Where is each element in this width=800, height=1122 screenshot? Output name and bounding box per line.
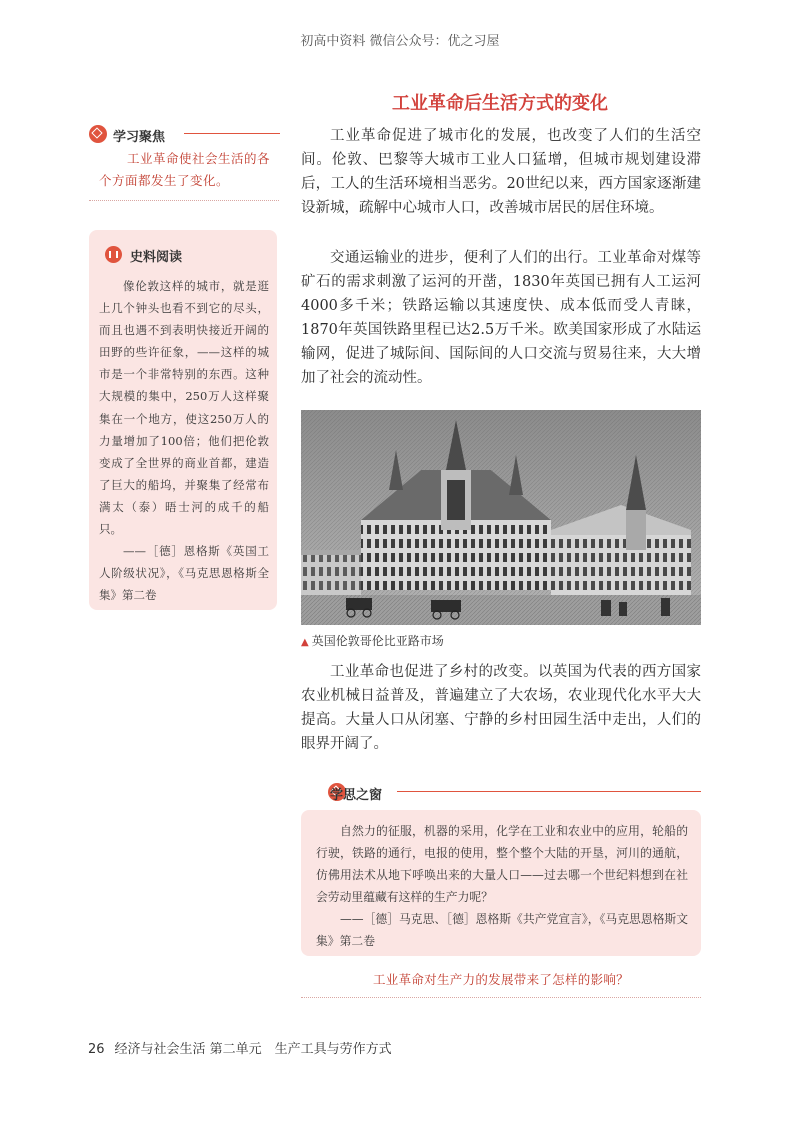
- paragraph-transport: 交通运输业的进步，便利了人们的出行。工业革命对煤等矿石的需求刺激了运河的开凿，1830年英国已拥有人工运河4000多千米；铁路运输以其速度快、成本低而受人青睐，1870年英国铁路里程已达2.5万千米。欧美国家形成了水陆运输网，促进了城际间、国际间的人口交流与贸易往来，大大增加了社会的流动性。: [301, 250, 701, 386]
- reading-source: ——［德］恩格斯《英国工人阶级状况》，《马克思恩格斯全集》第二卷: [99, 544, 269, 603]
- section-title: 工业革命后生活方式的变化: [392, 93, 608, 114]
- think-question: 工业革命对生产力的发展带来了怎样的影响？: [372, 972, 629, 987]
- book-icon: [105, 246, 122, 263]
- figure-caption: [301, 632, 444, 649]
- header-note: 初高中资料 微信公众号：优之习屋: [300, 34, 500, 49]
- reading-text: [99, 275, 269, 606]
- think-divider: [397, 791, 701, 792]
- focus-dotted-rule: [89, 200, 279, 201]
- market-engraving-image: [301, 410, 701, 625]
- caption-text: 英国伦敦哥伦比亚路市场: [311, 634, 444, 648]
- footer-text: 经济与社会生活 第二单元 生产工具与劳作方式: [114, 1042, 392, 1057]
- page-footer: [88, 1038, 392, 1057]
- paragraph-urbanization: 工业革命促进了城市化的发展，也改变了人们的生活空间。伦敦、巴黎等大城市工业人口猛增，但城市规划建设滞后，工人的生活环境相当恶劣。20世纪以来，西方国家逐渐建设新城，疏解中心城市人口，改善城市居民的居住环境。: [301, 128, 701, 216]
- focus-text: 工业革命使社会生活的各个方面都发生了变化。: [99, 151, 271, 188]
- reading-title: 史料阅读: [130, 250, 183, 265]
- think-dotted-rule: [301, 997, 701, 998]
- caption-triangle-icon: ▲: [301, 637, 309, 648]
- think-title: 学思之窗: [330, 788, 383, 803]
- paragraph-countryside: 工业革命也促进了乡村的改变。以英国为代表的西方国家农业机械日益普及，普遍建立了大农场，农业现代化水平大大提高。大量人口从闭塞、宁静的乡村田园生活中走出，人们的眼界开阔了。: [301, 664, 701, 752]
- reading-body: 像伦敦这样的城市，就是逛上几个钟头也看不到它的尽头，而且也遇不到表明快接近开阔的田野的些许征象，——这样的城市是一个非常特别的东西。这种大规模的集中，250万人这样聚集在一个地方，使这250万人的力量增加了100倍；他们把伦敦变成了全世界的商业首都，建造了巨大的船坞，并聚集了经常布满太（泰）晤士河的成千的船只。: [99, 279, 269, 537]
- think-body: 自然力的征服，机器的采用，化学在工业和农业中的应用，轮船的行驶，铁路的通行，电报的使用，整个整个大陆的开垦，河川的通航，仿佛用法术从地下呼唤出来的大量人口——过去哪一个世纪料想到在社会劳动里蕴藏有这样的生产力呢？: [316, 824, 688, 904]
- focus-divider: [184, 133, 280, 134]
- page-number: 26: [88, 1042, 105, 1057]
- focus-title: 学习聚焦: [113, 130, 166, 145]
- think-source: ——［德］马克思、［德］恩格斯《共产党宣言》，《马克思恩格斯文集》第二卷: [316, 912, 689, 948]
- focus-badge-icon: [89, 125, 107, 143]
- think-text: [316, 820, 688, 952]
